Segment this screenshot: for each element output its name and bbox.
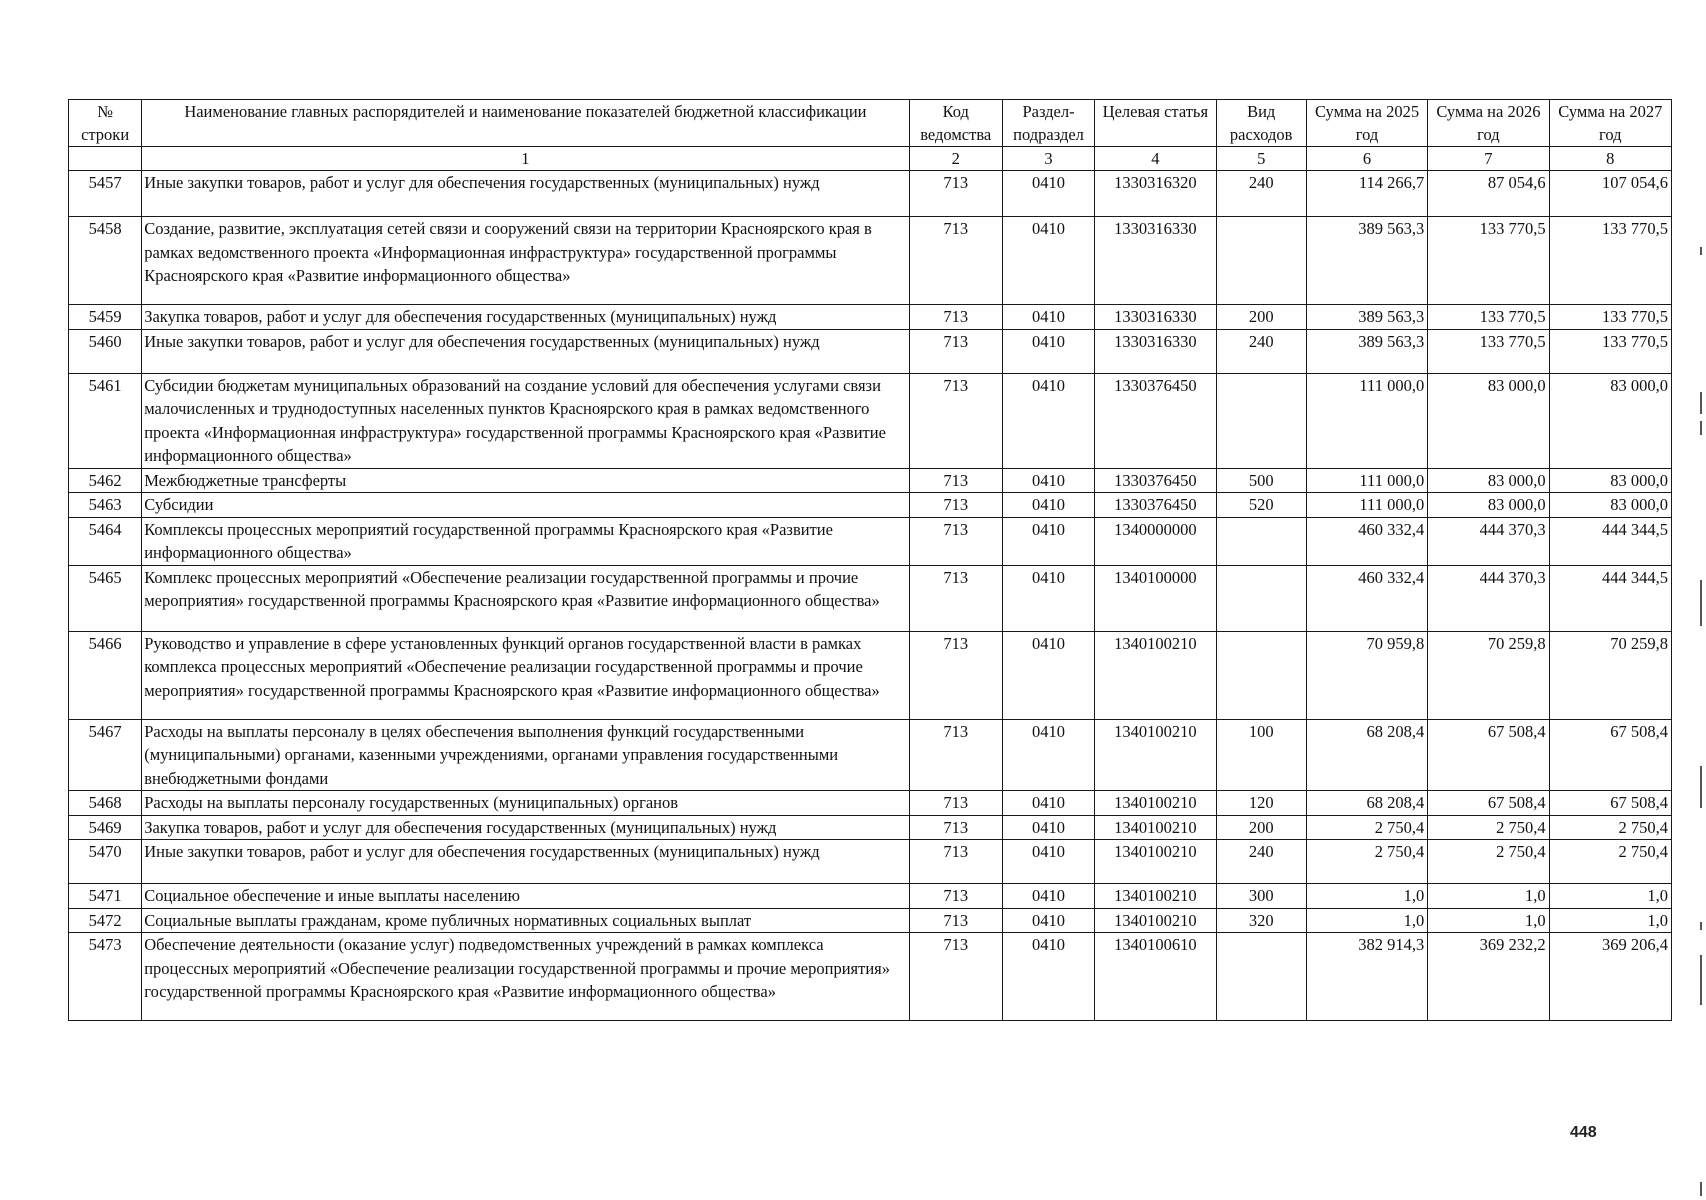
amount-2025-cell: 389 563,3 [1306,329,1427,373]
column-number: 8 [1549,147,1671,171]
expense-type-cell: 240 [1216,840,1306,884]
department-code-cell: 713 [909,468,1002,493]
section-code-cell: 0410 [1002,908,1094,933]
table-header [69,100,1672,171]
amount-2025-cell: 2 750,4 [1306,840,1427,884]
amount-2027-cell: 70 259,8 [1549,631,1671,719]
amount-2026-cell: 83 000,0 [1428,373,1549,468]
table-row [69,468,1672,493]
section-code-cell: 0410 [1002,719,1094,791]
scan-margin-mark [1700,766,1702,808]
table-row [69,840,1672,884]
amount-2027-cell: 2 750,4 [1549,840,1671,884]
row-name-cell: Расходы на выплаты персоналу в целях обеспечения выполнения функций государственными (муниципальными) органами, казенными учреждениями, органами управления государственными внебюджетными фондами [142,719,909,791]
section-code-cell: 0410 [1002,631,1094,719]
department-code-cell: 713 [909,791,1002,816]
amount-2027-cell: 107 054,6 [1549,171,1671,217]
header-expense-type: Вид расходов [1216,100,1306,147]
budget-table [68,99,1672,1021]
target-article-cell: 1340000000 [1095,517,1216,565]
row-name-cell: Иные закупки товаров, работ и услуг для обеспечения государственных (муниципальных) нужд [142,329,909,373]
target-article-cell: 1340100000 [1095,565,1216,631]
header-amount-2025: Сумма на 2025 год [1306,100,1427,147]
page-number: 448 [1570,1124,1597,1141]
amount-2025-cell: 382 914,3 [1306,933,1427,1021]
column-number: 5 [1216,147,1306,171]
amount-2027-cell: 2 750,4 [1549,815,1671,840]
row-name-cell: Субсидии [142,493,909,518]
table-row [69,815,1672,840]
target-article-cell: 1330316330 [1095,329,1216,373]
target-article-cell: 1330376450 [1095,468,1216,493]
amount-2026-cell: 83 000,0 [1428,468,1549,493]
header-row-number: № строки [69,100,142,147]
table-row [69,631,1672,719]
department-code-cell: 713 [909,329,1002,373]
row-name-cell: Создание, развитие, эксплуатация сетей связи и сооружений связи на территории Красноярского края в рамках ведомственного проекта «Информационная инфраструктура» государственной программы Красноярского края «Развитие информационного общества» [142,217,909,305]
amount-2027-cell: 133 770,5 [1549,217,1671,305]
amount-2027-cell: 1,0 [1549,908,1671,933]
target-article-cell: 1330316330 [1095,305,1216,330]
department-code-cell: 713 [909,840,1002,884]
amount-2027-cell: 133 770,5 [1549,305,1671,330]
row-name-cell: Руководство и управление в сфере установленных функций органов государственной власти в рамках комплекса процессных мероприятий «Обеспечение реализации государственной программы и прочие мероприятия» государственной программы Красноярского края «Развитие информационного общества» [142,631,909,719]
expense-type-cell: 320 [1216,908,1306,933]
header-name: Наименование главных распорядителей и наименование показателей бюджетной классификации [142,100,909,147]
table-row [69,305,1672,330]
scan-margin-mark [1700,922,1702,930]
amount-2025-cell: 111 000,0 [1306,373,1427,468]
target-article-cell: 1340100210 [1095,908,1216,933]
row-name-cell: Обеспечение деятельности (оказание услуг) подведомственных учреждений в рамках комплекса процессных мероприятий «Обеспечение реализации государственной программы и прочие мероприятия» государственной программы Красноярского края «Развитие информационного общества» [142,933,909,1021]
row-name-cell: Закупка товаров, работ и услуг для обеспечения государственных (муниципальных) нужд [142,305,909,330]
section-code-cell: 0410 [1002,815,1094,840]
department-code-cell: 713 [909,631,1002,719]
row-number-cell: 5462 [69,468,142,493]
amount-2025-cell: 68 208,4 [1306,719,1427,791]
row-number-cell: 5463 [69,493,142,518]
section-code-cell: 0410 [1002,468,1094,493]
amount-2027-cell: 83 000,0 [1549,493,1671,518]
section-code-cell: 0410 [1002,933,1094,1021]
amount-2025-cell: 389 563,3 [1306,305,1427,330]
scan-margin-mark [1700,580,1702,626]
scan-margin-mark [1700,392,1702,414]
amount-2026-cell: 133 770,5 [1428,305,1549,330]
table-body [69,171,1672,1021]
target-article-cell: 1340100210 [1095,791,1216,816]
column-number: 2 [909,147,1002,171]
row-name-cell: Иные закупки товаров, работ и услуг для обеспечения государственных (муниципальных) нужд [142,171,909,217]
table-row [69,933,1672,1021]
row-number-cell: 5460 [69,329,142,373]
amount-2027-cell: 133 770,5 [1549,329,1671,373]
target-article-cell: 1330316330 [1095,217,1216,305]
row-name-cell: Иные закупки товаров, работ и услуг для обеспечения государственных (муниципальных) нужд [142,840,909,884]
column-number: 1 [142,147,909,171]
header-department-code: Код ведомства [909,100,1002,147]
column-number: 7 [1428,147,1549,171]
amount-2025-cell: 111 000,0 [1306,493,1427,518]
row-number-cell: 5461 [69,373,142,468]
header-amount-2027: Сумма на 2027 год [1549,100,1671,147]
expense-type-cell [1216,217,1306,305]
amount-2025-cell: 2 750,4 [1306,815,1427,840]
table-row [69,884,1672,909]
column-number: 3 [1002,147,1094,171]
row-number-cell: 5468 [69,791,142,816]
section-code-cell: 0410 [1002,373,1094,468]
section-code-cell: 0410 [1002,517,1094,565]
expense-type-cell: 200 [1216,815,1306,840]
amount-2026-cell: 67 508,4 [1428,719,1549,791]
amount-2025-cell: 68 208,4 [1306,791,1427,816]
target-article-cell: 1340100210 [1095,719,1216,791]
section-code-cell: 0410 [1002,840,1094,884]
table-row [69,217,1672,305]
row-number-cell: 5466 [69,631,142,719]
row-number-cell: 5458 [69,217,142,305]
department-code-cell: 713 [909,719,1002,791]
department-code-cell: 713 [909,884,1002,909]
department-code-cell: 713 [909,908,1002,933]
expense-type-cell [1216,631,1306,719]
row-name-cell: Комплексы процессных мероприятий государственной программы Красноярского края «Развитие информационного общества» [142,517,909,565]
expense-type-cell: 520 [1216,493,1306,518]
scan-margin-mark [1700,1182,1702,1196]
amount-2025-cell: 114 266,7 [1306,171,1427,217]
scan-margin-mark [1700,955,1702,1005]
section-code-cell: 0410 [1002,565,1094,631]
section-code-cell: 0410 [1002,305,1094,330]
department-code-cell: 713 [909,493,1002,518]
scan-margin-mark [1700,421,1702,435]
target-article-cell: 1330376450 [1095,493,1216,518]
row-number-cell: 5464 [69,517,142,565]
row-number-cell: 5457 [69,171,142,217]
amount-2025-cell: 1,0 [1306,908,1427,933]
column-number: 6 [1306,147,1427,171]
target-article-cell: 1340100210 [1095,631,1216,719]
amount-2026-cell: 444 370,3 [1428,517,1549,565]
amount-2027-cell: 1,0 [1549,884,1671,909]
section-code-cell: 0410 [1002,171,1094,217]
expense-type-cell: 100 [1216,719,1306,791]
department-code-cell: 713 [909,933,1002,1021]
amount-2026-cell: 444 370,3 [1428,565,1549,631]
expense-type-cell: 240 [1216,329,1306,373]
column-number [69,147,142,171]
amount-2026-cell: 1,0 [1428,908,1549,933]
amount-2026-cell: 133 770,5 [1428,329,1549,373]
amount-2025-cell: 389 563,3 [1306,217,1427,305]
department-code-cell: 713 [909,373,1002,468]
amount-2026-cell: 1,0 [1428,884,1549,909]
amount-2026-cell: 133 770,5 [1428,217,1549,305]
target-article-cell: 1340100210 [1095,884,1216,909]
amount-2025-cell: 70 959,8 [1306,631,1427,719]
amount-2025-cell: 460 332,4 [1306,565,1427,631]
target-article-cell: 1330376450 [1095,373,1216,468]
header-amount-2026: Сумма на 2026 год [1428,100,1549,147]
department-code-cell: 713 [909,815,1002,840]
expense-type-cell: 240 [1216,171,1306,217]
row-number-cell: 5467 [69,719,142,791]
amount-2027-cell: 444 344,5 [1549,517,1671,565]
section-code-cell: 0410 [1002,884,1094,909]
row-name-cell: Субсидии бюджетам муниципальных образований на создание условий для обеспечения услугами связи малочисленных и труднодоступных населенных пунктов Красноярского края в рамках ведомственного проекта «Информационная инфраструктура» государственной программы Красноярского края «Развитие информационного общества» [142,373,909,468]
section-code-cell: 0410 [1002,493,1094,518]
row-name-cell: Расходы на выплаты персоналу государственных (муниципальных) органов [142,791,909,816]
amount-2026-cell: 70 259,8 [1428,631,1549,719]
amount-2027-cell: 67 508,4 [1549,791,1671,816]
amount-2026-cell: 83 000,0 [1428,493,1549,518]
table-row [69,373,1672,468]
row-name-cell: Межбюджетные трансферты [142,468,909,493]
table-row [69,565,1672,631]
row-number-cell: 5465 [69,565,142,631]
target-article-cell: 1340100210 [1095,815,1216,840]
expense-type-cell [1216,933,1306,1021]
table-row [69,908,1672,933]
amount-2026-cell: 2 750,4 [1428,815,1549,840]
row-name-cell: Закупка товаров, работ и услуг для обеспечения государственных (муниципальных) нужд [142,815,909,840]
row-number-cell: 5470 [69,840,142,884]
amount-2027-cell: 83 000,0 [1549,468,1671,493]
row-name-cell: Социальные выплаты гражданам, кроме публичных нормативных социальных выплат [142,908,909,933]
row-name-cell: Социальное обеспечение и иные выплаты населению [142,884,909,909]
scan-margin-mark [1700,247,1702,255]
column-number: 4 [1095,147,1216,171]
column-number-row [69,147,1672,171]
amount-2027-cell: 369 206,4 [1549,933,1671,1021]
department-code-cell: 713 [909,517,1002,565]
table-row [69,791,1672,816]
amount-2027-cell: 444 344,5 [1549,565,1671,631]
amount-2025-cell: 111 000,0 [1306,468,1427,493]
expense-type-cell: 500 [1216,468,1306,493]
header-row [69,100,1672,147]
table-row [69,329,1672,373]
amount-2025-cell: 1,0 [1306,884,1427,909]
department-code-cell: 713 [909,565,1002,631]
row-number-cell: 5459 [69,305,142,330]
row-number-cell: 5473 [69,933,142,1021]
department-code-cell: 713 [909,171,1002,217]
expense-type-cell: 120 [1216,791,1306,816]
row-name-cell: Комплекс процессных мероприятий «Обеспечение реализации государственной программы и прочие мероприятия» государственной программы Красноярского края «Развитие информационного общества» [142,565,909,631]
row-number-cell: 5471 [69,884,142,909]
table-row [69,171,1672,217]
target-article-cell: 1330316320 [1095,171,1216,217]
expense-type-cell [1216,517,1306,565]
amount-2025-cell: 460 332,4 [1306,517,1427,565]
expense-type-cell [1216,565,1306,631]
amount-2026-cell: 369 232,2 [1428,933,1549,1021]
row-number-cell: 5469 [69,815,142,840]
amount-2026-cell: 87 054,6 [1428,171,1549,217]
header-target-article: Целевая статья [1095,100,1216,147]
amount-2026-cell: 2 750,4 [1428,840,1549,884]
section-code-cell: 0410 [1002,217,1094,305]
amount-2027-cell: 67 508,4 [1549,719,1671,791]
expense-type-cell: 300 [1216,884,1306,909]
department-code-cell: 713 [909,217,1002,305]
section-code-cell: 0410 [1002,791,1094,816]
table-row [69,517,1672,565]
row-number-cell: 5472 [69,908,142,933]
amount-2026-cell: 67 508,4 [1428,791,1549,816]
department-code-cell: 713 [909,305,1002,330]
table-row [69,493,1672,518]
expense-type-cell [1216,373,1306,468]
amount-2027-cell: 83 000,0 [1549,373,1671,468]
section-code-cell: 0410 [1002,329,1094,373]
expense-type-cell: 200 [1216,305,1306,330]
header-section: Раздел-подраздел [1002,100,1094,147]
table-row [69,719,1672,791]
target-article-cell: 1340100210 [1095,840,1216,884]
target-article-cell: 1340100610 [1095,933,1216,1021]
